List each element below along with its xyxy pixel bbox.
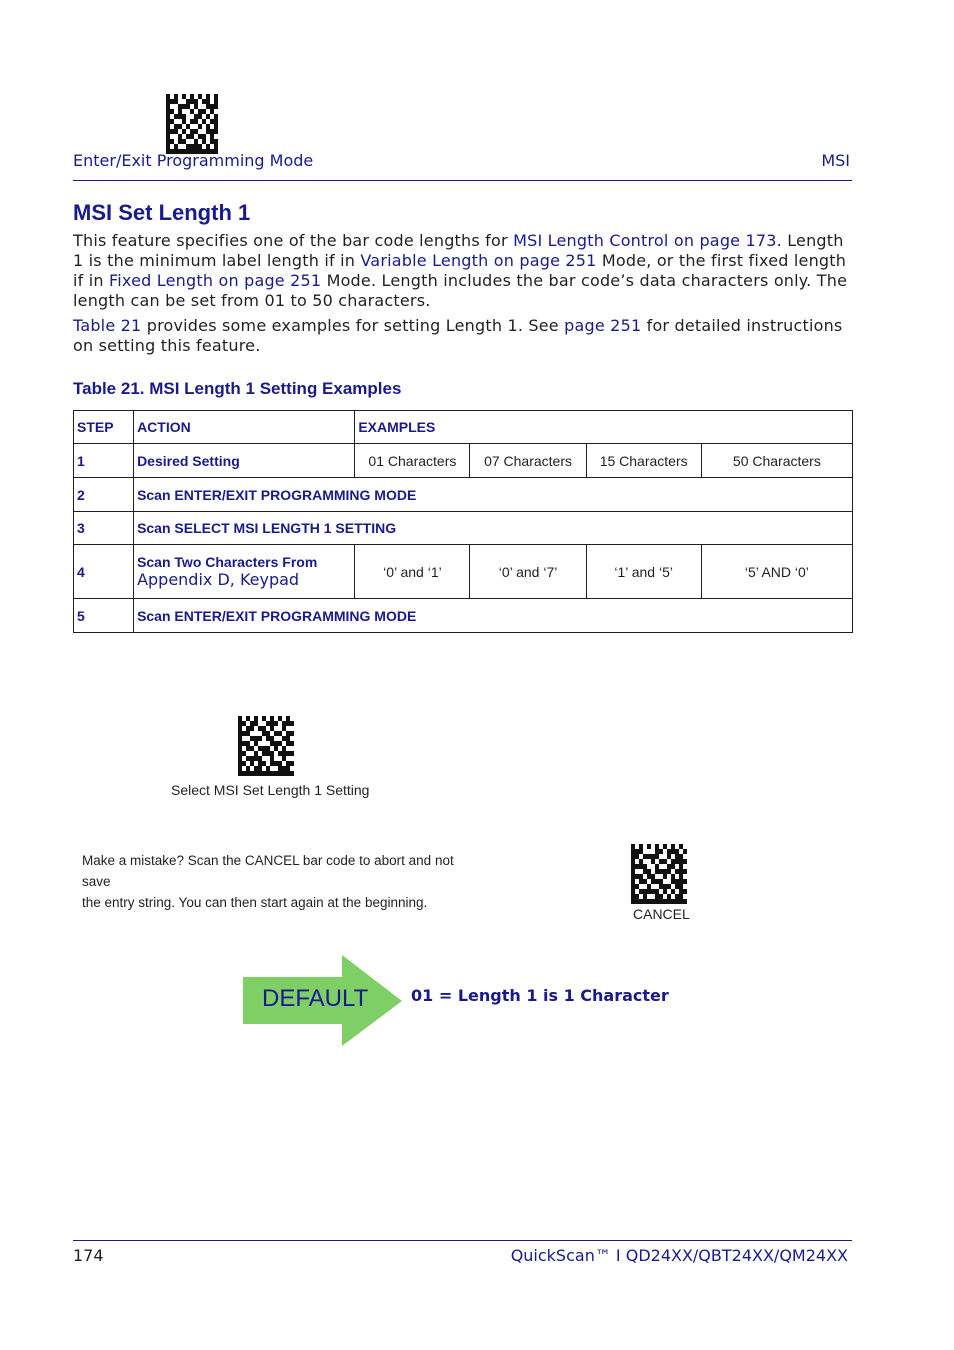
step-action: Scan SELECT MSI LENGTH 1 SETTING (134, 512, 853, 545)
header-step: STEP (74, 411, 134, 444)
example-value: 07 Characters (470, 444, 586, 478)
example-value: ‘5’ AND ‘0’ (701, 545, 852, 599)
header-action: ACTION (134, 411, 355, 444)
page-number: 174 (73, 1246, 104, 1265)
example-value: 01 Characters (355, 444, 470, 478)
table-reference-paragraph (73, 316, 853, 356)
fixed-length-link[interactable]: Fixed Length on page 251 (109, 271, 322, 290)
select-barcode-caption: Select MSI Set Length 1 Setting (171, 782, 370, 798)
msi-length-control-link[interactable]: MSI Length Control on page 173 (513, 231, 777, 250)
intro-text-2: . Length 1 is the minimum label length if in (73, 231, 844, 270)
intro-text-3: Mode, or the first fixed length if in (73, 251, 847, 290)
select-msi-length-1-barcode[interactable] (238, 716, 294, 776)
example-value: ‘0’ and ‘7’ (470, 545, 586, 599)
cancel-barcode[interactable] (631, 844, 687, 904)
table-row (74, 599, 853, 633)
appendix-d-keypad-link[interactable]: Appendix D, Keypad (137, 570, 300, 589)
mistake-line-1: Make a mistake? Scan the CANCEL bar code to abort and not save (82, 853, 454, 889)
page-251-link[interactable]: page 251 (564, 316, 642, 335)
step-action: Scan ENTER/EXIT PROGRAMMING MODE (134, 599, 853, 633)
step-action (134, 545, 355, 599)
step-action-text: Scan Two Characters From (137, 554, 318, 570)
step-number: 4 (74, 545, 134, 599)
table-row (74, 512, 853, 545)
step-action: Desired Setting (134, 444, 355, 478)
variable-length-link[interactable]: Variable Length on page 251 (360, 251, 597, 270)
page-title: MSI Set Length 1 (73, 200, 251, 225)
step-number: 5 (74, 599, 134, 633)
step-number: 1 (74, 444, 134, 478)
table-row (74, 478, 853, 512)
table-row (74, 545, 853, 599)
step-number: 3 (74, 512, 134, 545)
step-action: Scan ENTER/EXIT PROGRAMMING MODE (134, 478, 853, 512)
default-label: DEFAULT (262, 985, 369, 1012)
length-setting-table (73, 410, 853, 633)
header-examples: EXAMPLES (355, 411, 853, 444)
example-value: ‘0’ and ‘1’ (355, 545, 470, 599)
header-rule (73, 180, 852, 181)
example-value: ‘1’ and ‘5’ (586, 545, 701, 599)
intro-paragraph (73, 231, 853, 311)
ref-text-1: provides some examples for setting Length 1. See (141, 316, 565, 335)
product-name: QuickScan™ I QD24XX/QBT24XX/QM24XX (510, 1246, 848, 1265)
table-row (74, 444, 853, 478)
header-section-title: Enter/Exit Programming Mode (73, 151, 314, 170)
default-value: 01 = Length 1 is 1 Character (411, 986, 669, 1005)
cancel-caption: CANCEL (633, 906, 690, 922)
mistake-note (82, 850, 482, 913)
footer-rule (73, 1240, 852, 1241)
example-value: 50 Characters (701, 444, 852, 478)
intro-text-4: Mode. Length includes the bar code’s data characters only. The length can be set from 01 to 50 characters. (73, 271, 848, 310)
header-chapter-label: MSI (821, 151, 850, 170)
intro-text-1: This feature specifies one of the bar code lengths for (73, 231, 514, 250)
programming-mode-barcode (166, 94, 218, 154)
table-21-link[interactable]: Table 21 (73, 316, 142, 335)
mistake-line-2: the entry string. You can then start again at the beginning. (82, 895, 428, 910)
step-number: 2 (74, 478, 134, 512)
example-value: 15 Characters (586, 444, 701, 478)
table-caption: Table 21. MSI Length 1 Setting Examples (73, 379, 402, 398)
ref-text-2: for detailed instructions on setting this feature. (73, 316, 843, 355)
table-header-row (74, 411, 853, 444)
